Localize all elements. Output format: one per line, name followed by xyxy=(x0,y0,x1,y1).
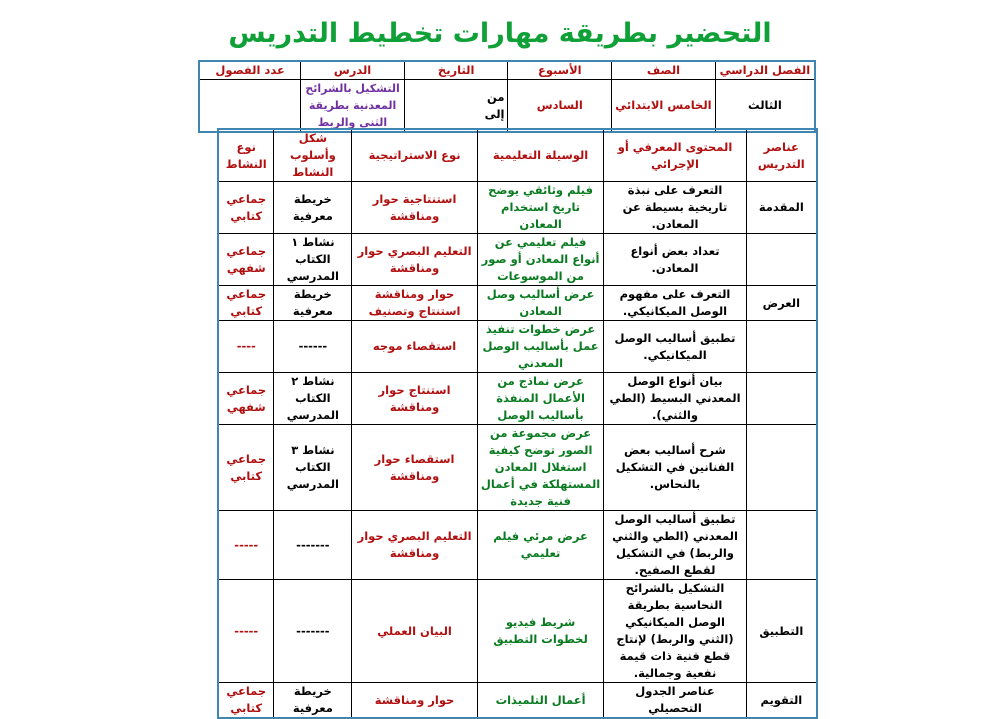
value-week: السادس xyxy=(508,80,612,133)
row-type: جماعي كتابي xyxy=(218,182,274,234)
row-type: ----- xyxy=(218,511,274,580)
label-classes-count: عدد الفصول xyxy=(199,61,301,80)
value-grade: الخامس الابتدائي xyxy=(612,80,716,133)
row-means: عرض مرئي فيلم تعليمي xyxy=(477,511,604,580)
row-form: نشاط ٢ الكتاب المدرسي xyxy=(274,373,352,425)
row-strategy: استنتاج حوار ومناقشة xyxy=(352,373,478,425)
table-row xyxy=(218,683,817,719)
row-strategy: حوار ومناقشة استنتاج وتصنيف xyxy=(352,286,478,321)
table-row xyxy=(218,425,817,511)
row-means: فيلم وثائقي يوضح تاريخ استخدام المعادن xyxy=(477,182,604,234)
row-element: المقدمة xyxy=(746,182,817,234)
table-row xyxy=(218,182,817,234)
row-content: شرح أساليب بعض الفنانين في التشكيل بالنحاس. xyxy=(604,425,746,511)
table-row xyxy=(218,511,817,580)
row-means: فيلم تعليمي عن أنواع المعادن أو صور من الموسوعات xyxy=(477,234,604,286)
page-title: التحضير بطريقة مهارات تخطيط التدريس xyxy=(228,18,772,49)
date-from: من xyxy=(486,89,505,104)
row-form: ------- xyxy=(274,580,352,683)
row-element: التقويم xyxy=(746,683,817,719)
lesson-header-table xyxy=(198,60,816,133)
row-element xyxy=(746,425,817,511)
value-date xyxy=(404,80,508,133)
row-means: عرض مجموعة من الصور توضح كيفية استغلال المعادن المستهلكة في أعمال فنية جديدة xyxy=(477,425,604,511)
table-row xyxy=(218,234,817,286)
col-header-elements: عناصر التدريس xyxy=(746,129,817,182)
row-element xyxy=(746,373,817,425)
row-element: التطبيق xyxy=(746,580,817,683)
row-type: ----- xyxy=(218,580,274,683)
row-type: جماعي كتابي xyxy=(218,425,274,511)
table-row xyxy=(218,580,817,683)
table-row xyxy=(218,321,817,373)
row-means: عرض خطوات تنفيذ عمل بأساليب الوصل المعدني xyxy=(477,321,604,373)
row-type: جماعي شفهي xyxy=(218,373,274,425)
col-header-means: الوسيلة التعليمية xyxy=(477,129,604,182)
col-header-type: نوع النشاط xyxy=(218,129,274,182)
label-grade: الصف xyxy=(612,61,716,80)
row-strategy: التعليم البصري حوار ومناقشة xyxy=(352,511,478,580)
row-type: جماعي كتابي xyxy=(218,286,274,321)
label-date: التاريخ xyxy=(404,61,508,80)
row-form: نشاط ٣ الكتاب المدرسي xyxy=(274,425,352,511)
row-type: جماعي شفهي xyxy=(218,234,274,286)
row-content: تطبيق أساليب الوصل المعدني (الطي والثني والربط) في التشكيل لقطع الصفيح. xyxy=(604,511,746,580)
row-strategy: حوار ومناقشة xyxy=(352,683,478,719)
col-header-strategy: نوع الاستراتيجية xyxy=(352,129,478,182)
row-content: التعرف على نبذة تاريخية بسيطة عن المعادن. xyxy=(604,182,746,234)
value-classes-count xyxy=(199,80,301,133)
row-content: بيان أنواع الوصل المعدني البسيط (الطي والثني). xyxy=(604,373,746,425)
label-lesson: الدرس xyxy=(301,61,405,80)
row-strategy: استنتاجية حوار ومناقشة xyxy=(352,182,478,234)
row-content: التشكيل بالشرائح النحاسية بطريقة الوصل الميكانيكي (الثني والربط) لإنتاج قطع فنية ذات قيمة نفعية وجمالية. xyxy=(604,580,746,683)
row-content: عناصر الجدول التحصيلي xyxy=(604,683,746,719)
lesson-plan-table xyxy=(217,128,818,719)
row-element: العرض xyxy=(746,286,817,321)
col-header-form: شكل وأسلوب النشاط xyxy=(274,129,352,182)
col-header-content: المحتوى المعرفي أو الإجرائي xyxy=(604,129,746,182)
row-content: التعرف على مفهوم الوصل الميكانيكي. xyxy=(604,286,746,321)
row-strategy: البيان العملي xyxy=(352,580,478,683)
value-lesson: التشكيل بالشرائح المعدنية بطريقة الثني والربط xyxy=(301,80,405,133)
row-element xyxy=(746,511,817,580)
table-row xyxy=(218,373,817,425)
row-means: عرض أساليب وصل المعادن xyxy=(477,286,604,321)
table-row xyxy=(218,286,817,321)
row-means: عرض نماذج من الأعمال المنفذة بأساليب الوصل xyxy=(477,373,604,425)
row-type: جماعي كتابي xyxy=(218,683,274,719)
row-strategy: استقصاء موجه xyxy=(352,321,478,373)
row-form: ------- xyxy=(274,511,352,580)
row-form: خريطة معرفية xyxy=(274,182,352,234)
row-form: خريطة معرفية xyxy=(274,286,352,321)
row-form: نشاط ١ الكتاب المدرسي xyxy=(274,234,352,286)
row-type: ---- xyxy=(218,321,274,373)
row-content: تعداد بعض أنواع المعادن. xyxy=(604,234,746,286)
row-content: تطبيق أساليب الوصل الميكانيكي. xyxy=(604,321,746,373)
row-form: خريطة معرفية xyxy=(274,683,352,719)
row-means: شريط فيديو لخطوات التطبيق xyxy=(477,580,604,683)
row-means: أعمال التلميذات xyxy=(477,683,604,719)
value-semester: الثالث xyxy=(715,80,815,133)
row-element xyxy=(746,234,817,286)
label-week: الأسبوع xyxy=(508,61,612,80)
row-element xyxy=(746,321,817,373)
row-form: ------ xyxy=(274,321,352,373)
label-semester: الفصل الدراسي xyxy=(715,61,815,80)
row-strategy: التعليم البصري حوار ومناقشة xyxy=(352,234,478,286)
date-to: إلى xyxy=(484,106,505,121)
row-strategy: استقصاء حوار ومناقشة xyxy=(352,425,478,511)
